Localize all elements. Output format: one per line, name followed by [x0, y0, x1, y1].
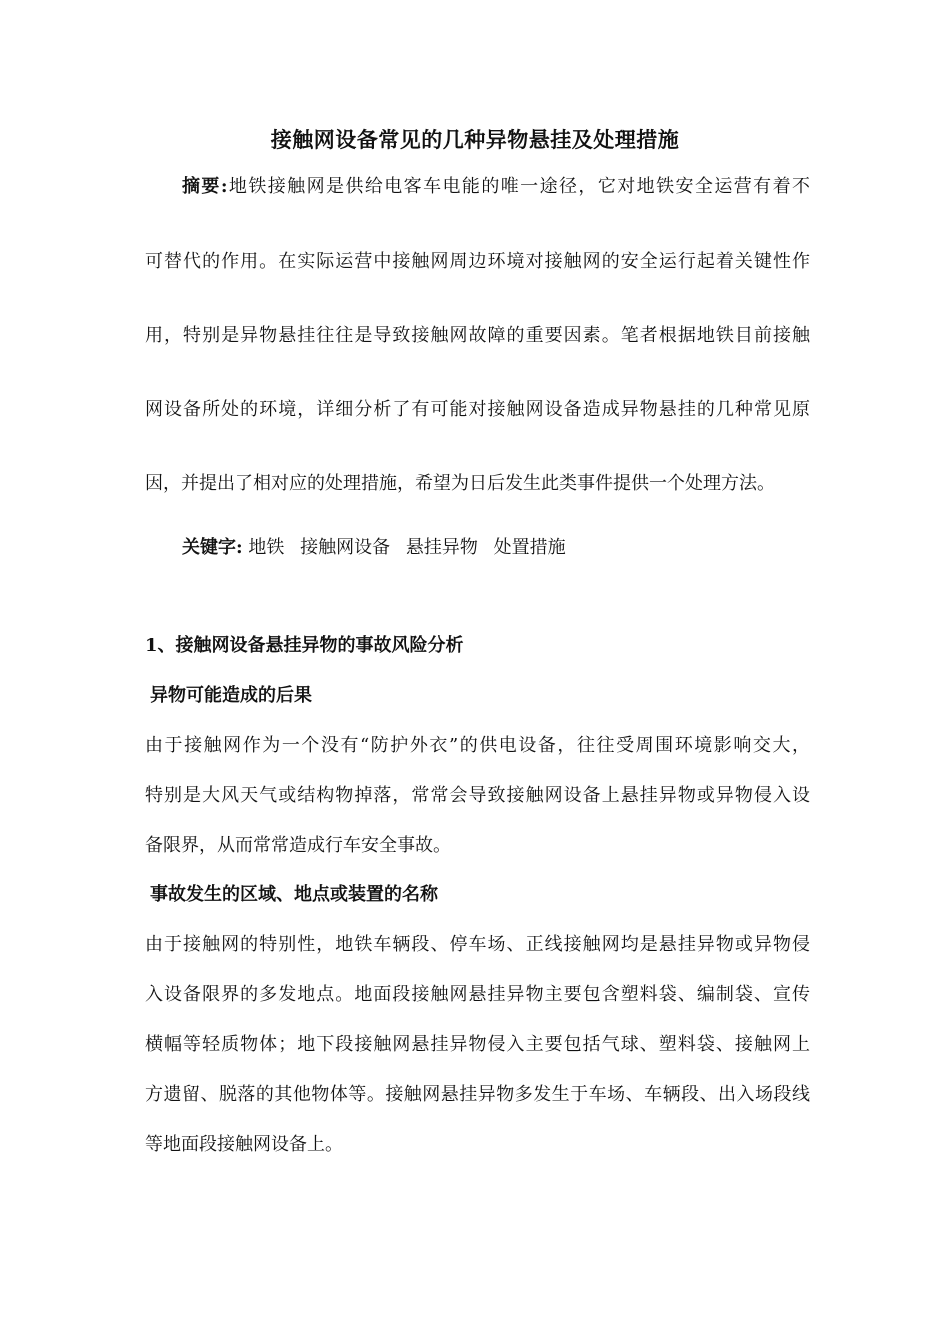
body-line: 方遗留、脱落的其他物体等。接触网悬挂异物多发生于车场、车辆段、出入场段线 [145, 1084, 810, 1105]
abstract-line-3: 用，特别是异物悬挂往往是导致接触网故障的重要因素。笔者根据地铁目前接触 [145, 325, 810, 346]
body-line: 由于接触网的特别性，地铁车辆段、停车场、正线接触网均是悬挂异物或异物侵 [145, 934, 810, 955]
body-line: 由于接触网作为一个没有“防护外衣”的供电设备，往往受周围环境影响交大， [145, 735, 810, 756]
abstract-line-4: 网设备所处的环境，详细分析了有可能对接触网设备造成异物悬挂的几种常见原 [145, 399, 810, 420]
body-line: 等地面段接触网设备上。 [145, 1134, 343, 1155]
abstract-label: 摘要: [182, 176, 228, 197]
abstract-text-1: 地铁接触网是供给电客车电能的唯一途径，它对地铁安全运营有着不 [227, 176, 810, 197]
abstract-line-2: 可替代的作用。在实际运营中接触网周边环境对接触网的安全运行起着关键性作 [145, 251, 810, 272]
keyword-term: 接触网设备 [300, 537, 391, 558]
body-line: 特别是大风天气或结构物掉落，常常会导致接触网设备上悬挂异物或异物侵入设 [145, 785, 810, 806]
body-line: 入设备限界的多发地点。地面段接触网悬挂异物主要包含塑料袋、编制袋、宣传 [145, 984, 810, 1005]
document-title: 接触网设备常见的几种异物悬挂及处理措施 [270, 127, 680, 152]
abstract-line-5: 因，并提出了相对应的处理措施，希望为日后发生此类事件提供一个处理方法。 [145, 473, 775, 494]
body-line: 备限界，从而常常造成行车安全事故。 [145, 835, 451, 856]
body-line: 横幅等轻质物体；地下段接触网悬挂异物侵入主要包括气球、塑料袋、接触网上 [145, 1034, 810, 1055]
keywords-line [182, 536, 576, 560]
keyword-term: 处置措施 [493, 537, 566, 558]
subsection-heading: 异物可能造成的后果 [150, 685, 312, 706]
section-heading: 1、接触网设备悬挂异物的事故风险分析 [145, 635, 464, 656]
abstract-line-1 [182, 175, 810, 199]
subsection-heading: 事故发生的区域、地点或装置的名称 [150, 884, 438, 905]
keyword-term: 悬挂异物 [405, 537, 478, 558]
keywords-label: 关键字: [182, 537, 243, 558]
keyword-term: 地铁 [248, 537, 285, 558]
